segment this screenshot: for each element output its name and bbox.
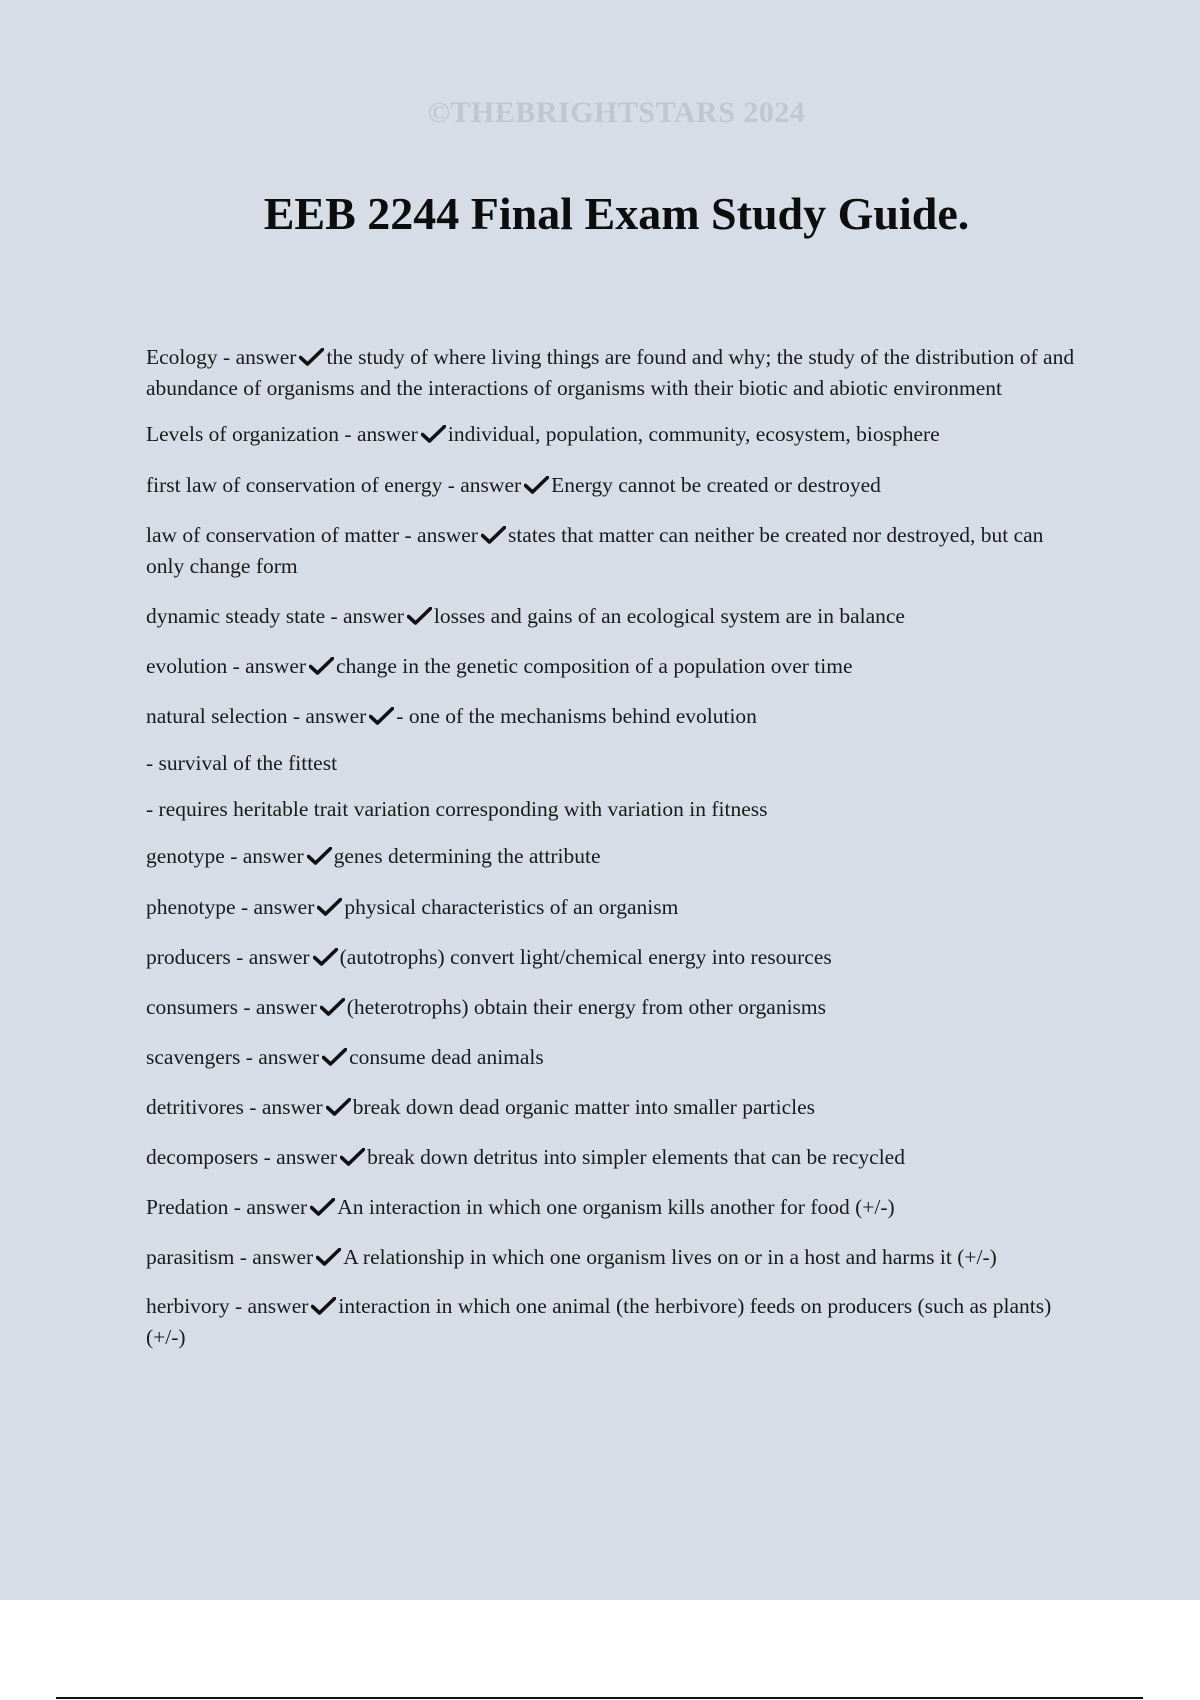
entry-definition: break down dead organic matter into smaller particles — [352, 1095, 816, 1119]
checkmark-icon — [322, 1048, 347, 1066]
entry-term: herbivory — [146, 1294, 230, 1318]
entry-term: consumers — [146, 995, 238, 1019]
entry-separator: - answer — [228, 1195, 308, 1219]
list-item — [146, 942, 1080, 973]
list-item — [146, 892, 1080, 923]
bottom-divider — [56, 1697, 1143, 1699]
entry-separator: - answer — [224, 844, 304, 868]
entry-term: parasitism — [146, 1245, 235, 1269]
checkmark-icon — [481, 526, 506, 544]
list-item — [146, 1142, 1080, 1173]
checkmark-icon — [407, 607, 432, 625]
entry-definition: A relationship in which one organism lives on or in a host and harms it (+/-) — [343, 1245, 997, 1269]
entry-separator: - answer — [240, 1045, 320, 1069]
entry-term: first law of conservation of energy — [146, 473, 443, 497]
entry-definition: change in the genetic composition of a population over time — [336, 654, 853, 678]
entry-term: dynamic steady state — [146, 604, 326, 628]
entry-separator: - answer — [237, 995, 317, 1019]
checkmark-icon — [326, 1098, 351, 1116]
entry-definition: (autotrophs) convert light/chemical energy into resources — [339, 945, 832, 969]
list-item — [146, 1042, 1080, 1073]
entry-definition: states that matter can neither be created nor destroyed, but can only change form — [146, 523, 1044, 578]
entry-term: Predation — [146, 1195, 229, 1219]
entry-separator: - answer — [227, 654, 307, 678]
checkmark-icon — [299, 348, 324, 366]
entry-definition: consume dead animals — [349, 1045, 544, 1069]
entry-separator: - answer — [325, 604, 404, 628]
entry-text: - survival of the fittest — [146, 751, 338, 775]
entry-definition: Energy cannot be created or destroyed — [551, 473, 881, 497]
entry-term: detritivores — [146, 1095, 244, 1119]
entry-separator: - answer — [442, 473, 522, 497]
entry-text: - requires heritable trait variation corresponding with variation in fitness — [146, 797, 768, 821]
entry-term: evolution — [146, 654, 228, 678]
list-item — [146, 1192, 1080, 1223]
checkmark-icon — [313, 948, 338, 966]
checkmark-icon — [311, 1297, 336, 1315]
checkmark-icon — [320, 998, 345, 1016]
entry-term: Levels of organization — [146, 422, 340, 446]
entry-separator: - answer — [339, 422, 418, 446]
entry-separator: - answer — [258, 1145, 338, 1169]
list-item — [146, 419, 1080, 450]
checkmark-icon — [317, 898, 342, 916]
checkmark-icon — [307, 847, 332, 865]
entry-term: genotype — [146, 844, 225, 868]
entry-term: scavengers — [146, 1045, 241, 1069]
checkmark-icon — [316, 1248, 341, 1266]
entry-definition: the study of where living things are found and why; the study of the distribution of and abundance of organisms and the interactions of organisms with their biotic and abiotic environment — [146, 345, 1075, 400]
entry-definition: individual, population, community, ecosystem, biosphere — [447, 422, 940, 446]
list-item — [146, 1291, 1080, 1353]
entry-separator: - answer — [235, 895, 315, 919]
entry-definition: An interaction in which one organism kills another for food (+/-) — [337, 1195, 895, 1219]
list-item — [146, 520, 1080, 582]
checkmark-icon — [369, 707, 394, 725]
list-item — [146, 701, 1080, 732]
list-item — [146, 1242, 1080, 1273]
checkmark-icon — [309, 657, 334, 675]
entry-definition: - one of the mechanisms behind evolution — [396, 704, 757, 728]
entry-term: decomposers — [146, 1145, 259, 1169]
checkmark-icon — [421, 425, 446, 443]
list-item — [146, 601, 1080, 632]
entry-definition: interaction in which one animal (the herbivore) feeds on producers (such as plants) (+/-) — [146, 1294, 1052, 1349]
entry-separator: - answer — [217, 345, 297, 369]
watermark: ©THEBRIGHTSTARS 2024 — [427, 96, 806, 129]
entry-term: law of conservation of matter — [146, 523, 400, 547]
entry-term: producers — [146, 945, 231, 969]
entry-definition: break down detritus into simpler elements that can be recycled — [367, 1145, 905, 1169]
entry-separator: - answer — [243, 1095, 323, 1119]
entry-term: natural selection — [146, 704, 288, 728]
checkmark-icon — [524, 476, 549, 494]
checkmark-icon — [310, 1198, 335, 1216]
entry-separator: - answer — [229, 1294, 309, 1318]
entry-definition: physical characteristics of an organism — [344, 895, 679, 919]
list-item — [146, 748, 1080, 779]
entry-separator: - answer — [287, 704, 367, 728]
list-item — [146, 992, 1080, 1023]
list-item — [146, 841, 1080, 872]
entry-definition: (heterotrophs) obtain their energy from other organisms — [346, 995, 827, 1019]
checkmark-icon — [340, 1148, 365, 1166]
list-item — [146, 470, 1080, 501]
study-guide-list — [146, 342, 1080, 1353]
page-title: EEB 2244 Final Exam Study Guide. — [263, 188, 970, 239]
entry-term: Ecology — [146, 345, 218, 369]
entry-definition: genes determining the attribute — [333, 844, 601, 868]
entry-definition: losses and gains of an ecological system are in balance — [433, 604, 905, 628]
entry-term: phenotype — [146, 895, 236, 919]
entry-separator: - answer — [399, 523, 478, 547]
entry-separator: - answer — [234, 1245, 314, 1269]
list-item — [146, 794, 1080, 825]
list-item — [146, 1092, 1080, 1123]
list-item — [146, 342, 1080, 404]
list-item — [146, 651, 1080, 682]
entry-separator: - answer — [230, 945, 310, 969]
